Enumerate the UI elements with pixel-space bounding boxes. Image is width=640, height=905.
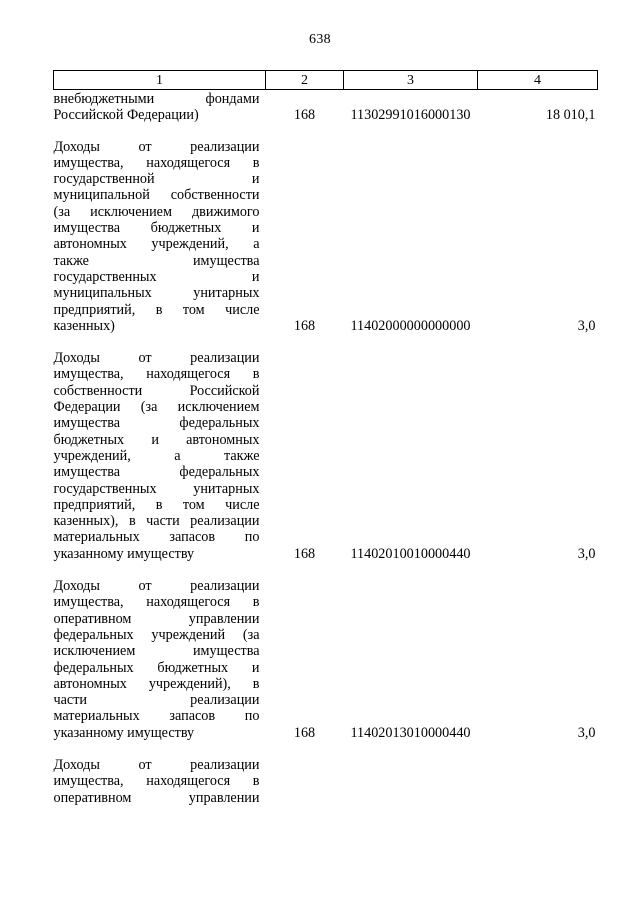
description-line: Доходы от реализации [53, 350, 260, 367]
budget-classification-code [344, 753, 478, 806]
amount: 18 010,1 [545, 107, 596, 124]
description-line: части реализации [53, 692, 260, 709]
table-row [54, 574, 598, 753]
description-line: Российской Федерации) [53, 107, 199, 124]
description-line: исключением имущества [53, 643, 260, 660]
page-number: 638 [309, 32, 331, 47]
revenue-description [54, 90, 266, 135]
description-line: государственных и [53, 268, 260, 285]
table-row [54, 90, 598, 135]
description-line: имущества, находящегося в [53, 594, 260, 611]
admin-code [266, 753, 344, 806]
description-line: также имущества [53, 252, 260, 269]
admin-code: 168 [293, 317, 316, 334]
description-line: указанному имуществу [53, 724, 195, 741]
admin-code: 168 [293, 724, 316, 741]
column-header-4: 4 [478, 71, 598, 90]
description-line: Доходы от реализации [53, 578, 260, 595]
description-line: собственности Российской [53, 382, 260, 399]
column-header-3: 3 [344, 71, 478, 90]
description-line: оперативном управлении [53, 610, 260, 627]
table-row [54, 346, 598, 574]
column-header-2: 2 [266, 71, 344, 90]
budget-classification-code: 11402013010000440 [350, 724, 471, 741]
description-line: казенных) [53, 317, 115, 334]
description-line: государственной и [53, 171, 260, 188]
description-line: имущества федеральных [53, 464, 260, 481]
description-line: имущества федеральных [53, 415, 260, 432]
column-header-1: 1 [54, 71, 266, 90]
description-line: автономных учреждений, а [53, 236, 260, 253]
description-line: имущества, находящегося в [53, 154, 260, 171]
amount [478, 753, 598, 806]
budget-classification-code: 11402000000000000 [350, 317, 471, 334]
description-line: предприятий, в том числе [53, 496, 260, 513]
admin-code: 168 [293, 107, 316, 124]
description-line: указанному имуществу [53, 545, 195, 562]
description-line: Федерации (за исключением [53, 399, 260, 416]
description-line: оперативном управлении [53, 789, 260, 806]
description-line: автономных учреждений), в [53, 675, 260, 692]
description-line: федеральных учреждений (за [53, 626, 260, 643]
description-line: муниципальных унитарных [53, 285, 260, 302]
description-line: предприятий, в том числе [53, 301, 260, 318]
description-line: муниципальной собственности [53, 187, 260, 204]
description-line: (за исключением движимого [53, 203, 260, 220]
table-header [54, 71, 598, 90]
description-line: Доходы от реализации [53, 756, 260, 773]
budget-classification-code: 11302991016000130 [350, 107, 471, 124]
description-line: учреждений, а также [53, 447, 260, 464]
admin-code: 168 [293, 545, 316, 562]
revenue-description [54, 135, 266, 347]
revenue-description [54, 346, 266, 574]
description-line: имущества, находящегося в [53, 773, 260, 790]
description-line: материальных запасов по [53, 708, 260, 725]
amount: 3,0 [577, 724, 596, 741]
description-line: государственных унитарных [53, 480, 260, 497]
description-line: казенных), в части реализации [53, 513, 260, 530]
table-row [54, 753, 598, 806]
description-line: Доходы от реализации [53, 138, 260, 155]
description-line: федеральных бюджетных и [53, 659, 260, 676]
revenue-description [54, 574, 266, 753]
revenue-table [53, 70, 598, 806]
description-line: имущества, находящегося в [53, 366, 260, 383]
description-line: внебюджетными фондами [53, 91, 260, 107]
amount: 3,0 [577, 317, 596, 334]
budget-classification-code: 11402010010000440 [350, 545, 471, 562]
description-line: имущества бюджетных и [53, 220, 260, 237]
amount: 3,0 [577, 545, 596, 562]
revenue-description [54, 753, 266, 806]
description-line: материальных запасов по [53, 529, 260, 546]
table-row [54, 135, 598, 347]
description-line: бюджетных и автономных [53, 431, 260, 448]
